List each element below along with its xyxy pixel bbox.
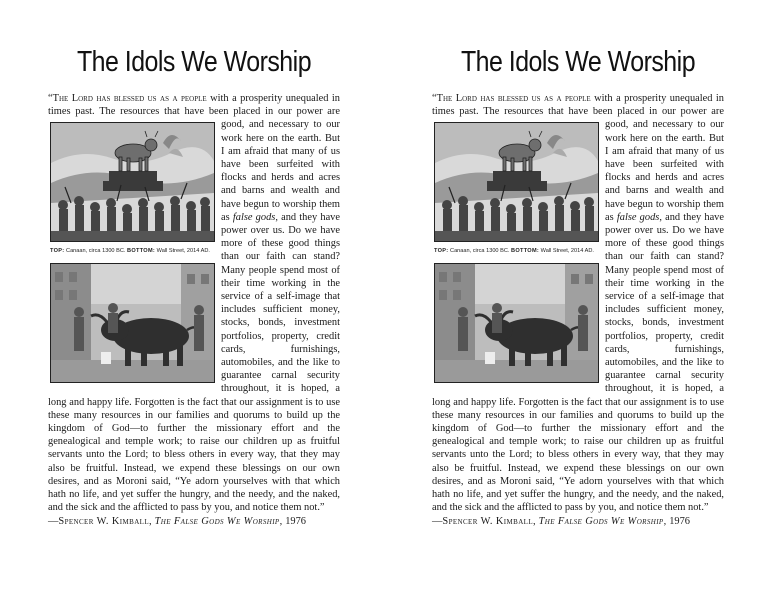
quote-text-opening: with a prosperity unequaled in times past. The resources that have been placed in our [48,93,340,118]
article [432,46,724,528]
quote-body [432,92,724,515]
attribution-dash: — [432,515,443,527]
article [48,46,340,528]
quote-text-continued: , and they have power over us. Do we have more of these good things than our faith can stand? Many people spend most of their time working in the service of a self-image that includes sufficient money, stocks, bonds, investment portfolios, property, credit cards, furnishings, automobiles, and the like to guarantee carnal security throughout, it is hoped, a long and happy life. Forgotten is the fact that our assignment is to use these many resources in our families and quorums to build up the kingdom of God—to further the missionary effort and the genealogical and temple work; to raise our children up as fruitful servants unto the Lord; to bless others in every way, that they may also be fruitful. Instead, we expend these blessings on our own desires, and as Moroni said, “Ye adorn yourselves with that which hath no life, and yet suffer the hungry, and the needy, and the naked, and the sick and the afflicted to pass by you, and notice them not.” [48,211,340,514]
figure-images [434,122,599,382]
quote-emphasis-false-gods: false gods [232,211,276,223]
caption-top-label: TOP: [434,248,449,255]
quote-text-paragraph: power are good, and necessary to our work here on the earth. But I am afraid that many of us have been surfeited with flocks and herds and acres and barns and wealth and have begun to worship them as [605,106,724,223]
attribution-work: The False Gods We Worship, [154,515,283,527]
figure-images [50,122,215,382]
quote-emphasis-false-gods: false gods [616,211,660,223]
page-title: The Idols We Worship [76,46,312,78]
quote-attribution [432,515,724,528]
golden-calf-image [434,122,599,242]
quote-text-opening: with a prosperity unequaled in times past. The resources that have been placed in our [432,93,724,118]
quote-attribution [48,515,340,528]
attribution-dash: — [48,515,59,527]
quote-text-continued: , and they have power over us. Do we have more of these good things than our faith can stand? Many people spend most of their time working in the service of a self-image that includes sufficient money, stocks, bonds, investment portfolios, property, credit cards, furnishings, automobiles, and the like to guarantee carnal security throughout, it is hoped, a long and happy life. Forgotten is the fact that our assignment is to use these many resources in our families and quorums to build up the kingdom of God—to further the missionary effort and the genealogical and temple work; to raise our children up as fruitful servants unto the Lord; to bless others in every way, that they may also be fruitful. Instead, we expend these blessings on our own desires, and as Moroni said, “Ye adorn yourselves with that which hath no life, and yet suffer the hungry, and the needy, and the naked, and the sick and the afflicted to pass by you, and notice them not.” [432,211,724,514]
quote-text-paragraph: power are good, and necessary to our work here on the earth. But I am afraid that many of us have been surfeited with flocks and herds and acres and barns and wealth and have begun to worship them as [221,106,340,223]
quote-lead-in: “The Lord has blessed us as a people [432,93,591,104]
attribution-author: Spencer W. Kimball, [442,515,536,527]
attribution-year: 1976 [669,515,690,527]
caption-bottom-text: Wall Street, 2014 AD. [540,248,594,255]
caption-bottom-text: Wall Street, 2014 AD. [156,248,210,255]
caption-bottom-label: BOTTOM: [510,248,540,255]
attribution-year: 1976 [285,515,306,527]
right-panel [384,0,768,594]
caption-top-label: TOP: [50,248,65,255]
attribution-work: The False Gods We Worship, [538,515,667,527]
attribution-author: Spencer W. Kimball, [58,515,152,527]
wall-street-bull-image [434,263,599,383]
quote-lead-in: “The Lord has blessed us as a people [48,93,207,104]
caption-top-text: Canaan, circa 1300 BC. [66,248,126,255]
caption-top-text: Canaan, circa 1300 BC. [450,248,510,255]
caption-bottom-label: BOTTOM: [126,248,156,255]
figure-caption [50,245,215,258]
page-title: The Idols We Worship [460,46,696,78]
figure-caption [434,245,599,258]
wall-street-bull-image [50,263,215,383]
quote-body [48,92,340,515]
golden-calf-image [50,122,215,242]
